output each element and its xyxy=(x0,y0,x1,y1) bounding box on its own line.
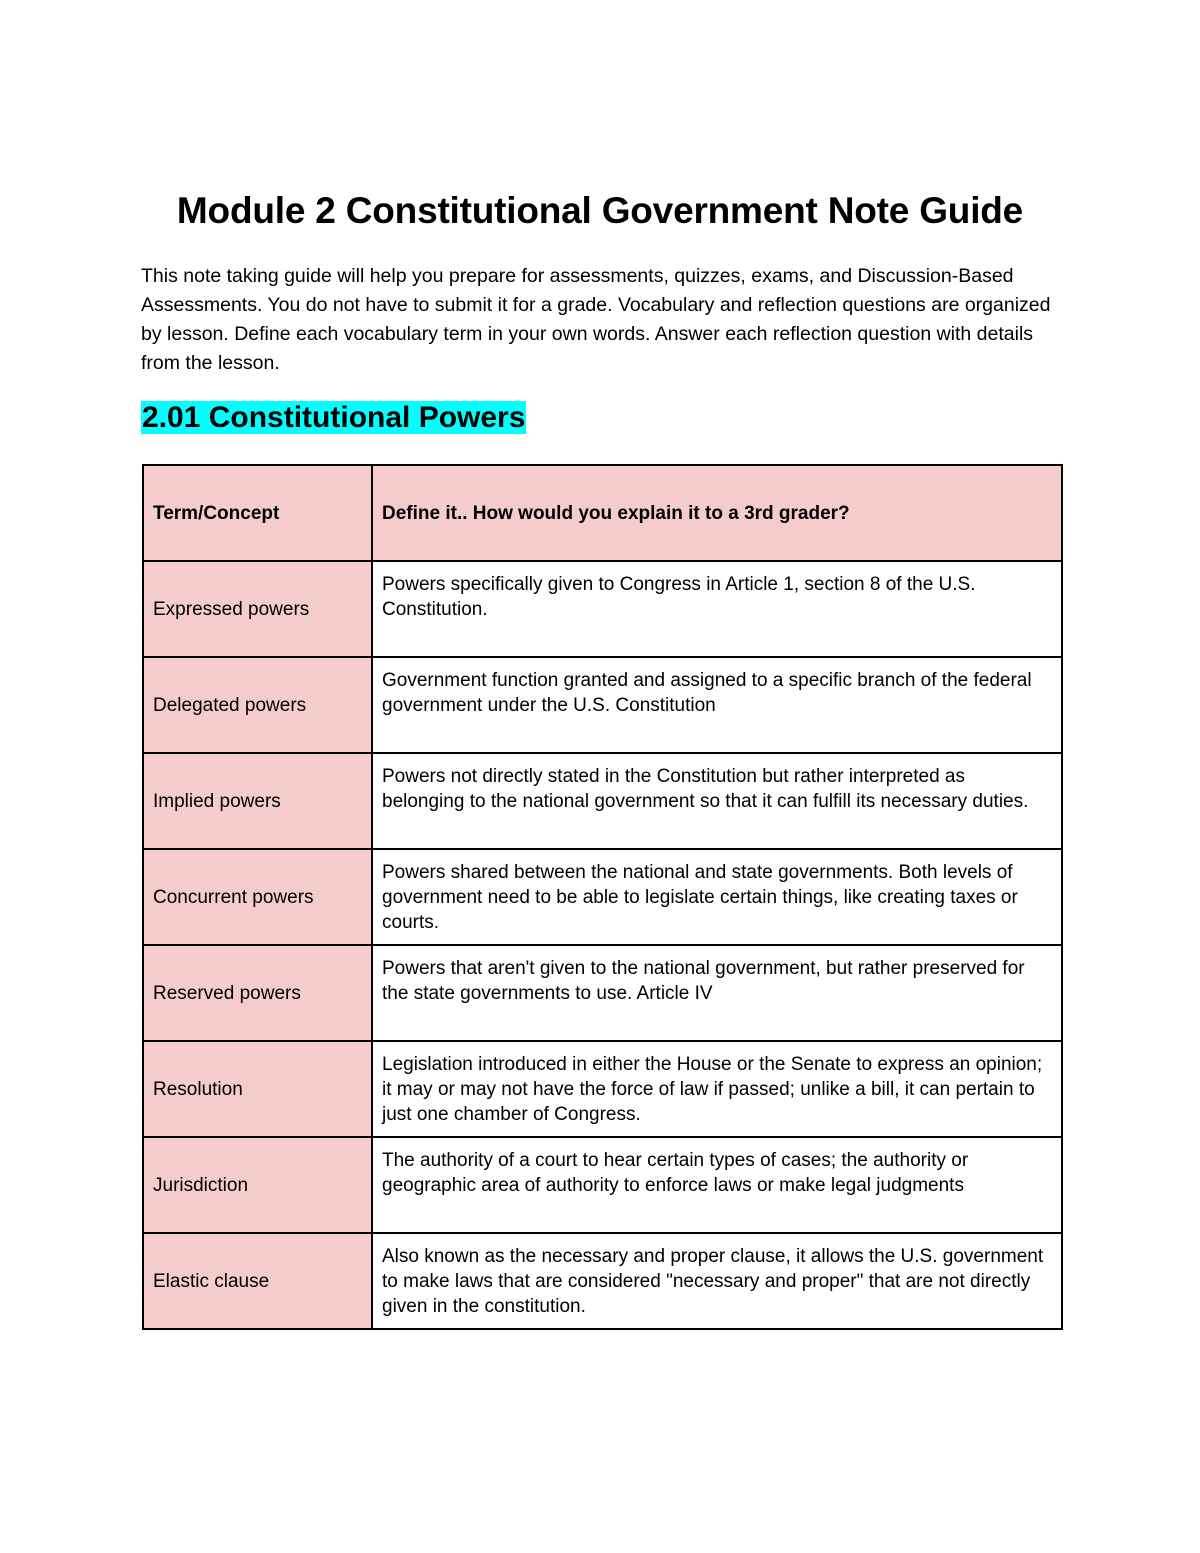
term-cell: Delegated powers xyxy=(143,657,372,753)
term-cell: Reserved powers xyxy=(143,945,372,1041)
table-row xyxy=(143,945,1062,1041)
term-cell: Expressed powers xyxy=(143,561,372,657)
table-row xyxy=(143,1041,1062,1137)
definition-cell: Legislation introduced in either the House or the Senate to express an opinion; it may or may not have the force of law if passed; unlike a bill, it can pertain to just one chamber of Congress. xyxy=(372,1041,1062,1137)
definition-cell: Powers not directly stated in the Constitution but rather interpreted as belonging to the national government so that it can fulfill its necessary duties. xyxy=(372,753,1062,849)
definition-cell: The authority of a court to hear certain types of cases; the authority or geographic area of authority to enforce laws or make legal judgments xyxy=(372,1137,1062,1233)
section-heading-text: 2.01 Constitutional Powers xyxy=(142,401,526,434)
header-definition: Define it.. How would you explain it to a 3rd grader? xyxy=(372,465,1062,561)
intro-paragraph: This note taking guide will help you prepare for assessments, quizzes, exams, and Discussion-Based Assessments. You do not have to submit it for a grade. Vocabulary and reflection questions are organized by lesson. Define each vocabulary term in your own words. Answer each reflection question with details from the lesson. xyxy=(141,265,1051,374)
table-row xyxy=(143,1137,1062,1233)
definition-cell: Government function granted and assigned to a specific branch of the federal government under the U.S. Constitution xyxy=(372,657,1062,753)
page-title: Module 2 Constitutional Government Note Guide xyxy=(176,190,1024,231)
table-row xyxy=(143,753,1062,849)
definition-cell: Powers shared between the national and state governments. Both levels of government need to be able to legislate certain things, like creating taxes or courts. xyxy=(372,849,1062,945)
table-row xyxy=(143,657,1062,753)
section-heading xyxy=(141,398,526,438)
table-row xyxy=(143,849,1062,945)
term-cell: Resolution xyxy=(143,1041,372,1137)
table-header-row xyxy=(143,465,1062,561)
term-cell: Concurrent powers xyxy=(143,849,372,945)
vocabulary-table xyxy=(142,464,1063,1330)
term-cell: Implied powers xyxy=(143,753,372,849)
term-cell: Elastic clause xyxy=(143,1233,372,1329)
table-row xyxy=(143,561,1062,657)
definition-cell: Powers specifically given to Congress in Article 1, section 8 of the U.S. Constitution. xyxy=(372,561,1062,657)
header-term: Term/Concept xyxy=(143,465,372,561)
table-row xyxy=(143,1233,1062,1329)
definition-cell: Powers that aren't given to the national government, but rather preserved for the state governments to use. Article IV xyxy=(372,945,1062,1041)
definition-cell: Also known as the necessary and proper clause, it allows the U.S. government to make laws that are considered "necessary and proper" that are not directly given in the constitution. xyxy=(372,1233,1062,1329)
term-cell: Jurisdiction xyxy=(143,1137,372,1233)
